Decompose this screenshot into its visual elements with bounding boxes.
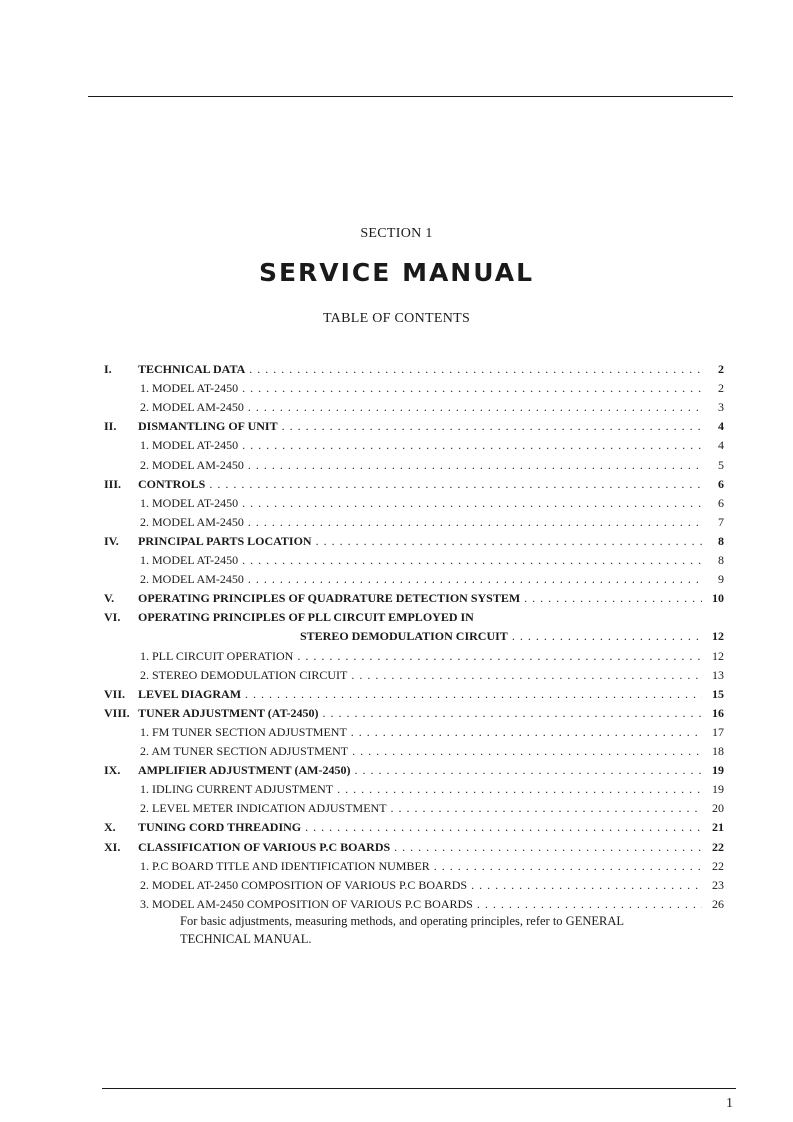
- toc-entry-title: TUNING CORD THREADING: [138, 820, 302, 834]
- toc-entry: [0, 685, 793, 703]
- toc-entry-page: 6: [718, 477, 724, 491]
- page-title: SERVICE MANUAL: [258, 258, 535, 287]
- toc-entry-page: 4: [718, 438, 724, 452]
- toc-entry-title: OPERATING PRINCIPLES OF PLL CIRCUIT EMPLOYED IN: [138, 610, 474, 624]
- toc-entry-number: IV.: [104, 534, 119, 548]
- toc-entry: [0, 876, 793, 894]
- toc-entry-number: III.: [104, 477, 122, 491]
- toc-entry-title: OPERATING PRINCIPLES OF QUADRATURE DETECTION SYSTEM: [138, 591, 521, 605]
- toc-entry: [0, 513, 793, 531]
- dot-leader: [305, 818, 702, 836]
- toc-entry-page: 23: [712, 878, 724, 892]
- toc-entry-title: 1. MODEL AT-2450: [140, 381, 239, 395]
- dot-leader: [242, 436, 702, 454]
- toc-entry: [0, 494, 793, 512]
- toc-entry-title: 2. LEVEL METER INDICATION ADJUSTMENT: [140, 801, 387, 815]
- toc-entry-number: I.: [104, 362, 112, 376]
- toc-entry-page: 19: [712, 782, 724, 796]
- toc-entry-page: 2: [718, 381, 724, 395]
- dot-leader: [471, 876, 702, 894]
- dot-leader: [512, 627, 702, 645]
- toc-entry-title: 1. MODEL AT-2450: [140, 496, 239, 510]
- toc-entry: [0, 398, 793, 416]
- dot-leader: [352, 742, 702, 760]
- toc-entry: [0, 723, 793, 741]
- toc-entry: [0, 818, 793, 836]
- toc-entry-page: 17: [712, 725, 724, 739]
- toc-entry: [0, 780, 793, 798]
- dot-leader: [322, 704, 702, 722]
- toc-entry-page: 21: [712, 820, 724, 834]
- dot-leader: [249, 360, 702, 378]
- toc-entry-title: PRINCIPAL PARTS LOCATION: [138, 534, 312, 548]
- toc-entry: [0, 761, 793, 779]
- toc-entry-page: 15: [712, 687, 724, 701]
- toc-entry-page: 22: [712, 840, 724, 854]
- toc-entry: [0, 436, 793, 454]
- toc-entry: [0, 627, 793, 645]
- toc-entry-page: 7: [718, 515, 724, 529]
- toc-entry-title: 2. MODEL AM-2450: [140, 515, 244, 529]
- toc-entry-number: II.: [104, 419, 117, 433]
- toc-entry-page: 10: [712, 591, 724, 605]
- toc-entry-title: 3. MODEL AM-2450 COMPOSITION OF VARIOUS P.C BOARDS: [140, 897, 473, 911]
- page-number: 1: [726, 1096, 733, 1111]
- bottom-rule: [102, 1088, 736, 1089]
- dot-leader: [248, 513, 702, 531]
- dot-leader: [434, 857, 702, 875]
- toc-entry: [0, 857, 793, 875]
- toc-entry-title: DISMANTLING OF UNIT: [138, 419, 278, 433]
- toc-entry-title: TUNER ADJUSTMENT (AT-2450): [138, 706, 319, 720]
- toc-entry-number: V.: [104, 591, 115, 605]
- toc-entry-page: 13: [712, 668, 724, 682]
- toc-entry-page: 26: [712, 897, 724, 911]
- toc-entry: [0, 838, 793, 856]
- toc-entry: [0, 360, 793, 378]
- toc-entry-page: 12: [712, 629, 724, 643]
- top-rule: [88, 96, 733, 97]
- dot-leader: [209, 475, 702, 493]
- dot-leader: [394, 838, 702, 856]
- toc-entry-page: 3: [718, 400, 724, 414]
- toc-entry-title: AMPLIFIER ADJUSTMENT (AM-2450): [138, 763, 351, 777]
- toc-entry-number: VIII.: [104, 706, 130, 720]
- toc-entry-title: CONTROLS: [138, 477, 206, 491]
- toc-entry-title: 2. STEREO DEMODULATION CIRCUIT: [140, 668, 348, 682]
- dot-leader: [242, 494, 702, 512]
- dot-leader: [248, 398, 702, 416]
- toc-entry: [0, 799, 793, 817]
- toc-entry-title: 1. MODEL AT-2450: [140, 553, 239, 567]
- toc-entry: [0, 551, 793, 569]
- toc-entry-page: 6: [718, 496, 724, 510]
- toc-entry-title: 2. MODEL AT-2450 COMPOSITION OF VARIOUS P.C BOARDS: [140, 878, 468, 892]
- toc-entry-page: 18: [712, 744, 724, 758]
- toc-entry-page: 12: [712, 649, 724, 663]
- toc-entry-title: LEVEL DIAGRAM: [138, 687, 242, 701]
- toc-entry: [0, 666, 793, 684]
- toc-entry-title: 1. MODEL AT-2450: [140, 438, 239, 452]
- dot-leader: [282, 417, 702, 435]
- toc-entry-title: 2. MODEL AM-2450: [140, 400, 244, 414]
- toc-entry-number: X.: [104, 820, 116, 834]
- toc-entry: [0, 589, 793, 607]
- toc-entry-number: VI.: [104, 610, 121, 624]
- toc-entry: [0, 570, 793, 588]
- toc-entry-title: TECHNICAL DATA: [138, 362, 246, 376]
- dot-leader: [391, 799, 702, 817]
- dot-leader: [354, 761, 702, 779]
- dot-leader: [351, 723, 702, 741]
- toc-entry-number: XI.: [104, 840, 121, 854]
- dot-leader: [337, 780, 702, 798]
- dot-leader: [351, 666, 702, 684]
- toc-entry-title: 2. AM TUNER SECTION ADJUSTMENT: [140, 744, 349, 758]
- toc-entry-number: IX.: [104, 763, 121, 777]
- toc-entry: [0, 704, 793, 722]
- toc-entry-title: 1. P.C BOARD TITLE AND IDENTIFICATION NUMBER: [140, 859, 430, 873]
- toc-entry-title: 1. FM TUNER SECTION ADJUSTMENT: [140, 725, 347, 739]
- toc-entry-title: CLASSIFICATION OF VARIOUS P.C BOARDS: [138, 840, 391, 854]
- toc-entry-page: 4: [718, 419, 724, 433]
- dot-leader: [316, 532, 702, 550]
- toc-entry-page: 16: [712, 706, 724, 720]
- toc-entry: [0, 475, 793, 493]
- toc-entry-page: 20: [712, 801, 724, 815]
- dot-leader: [248, 456, 702, 474]
- toc-entry: [0, 417, 793, 435]
- toc-entry: [0, 647, 793, 665]
- dot-leader: [245, 685, 702, 703]
- toc-entry-title: 1. IDLING CURRENT ADJUSTMENT: [140, 782, 334, 796]
- toc-entry: [0, 456, 793, 474]
- toc-entry-number: VII.: [104, 687, 126, 701]
- toc-entry: [0, 532, 793, 550]
- dot-leader: [248, 570, 702, 588]
- toc-entry: [0, 379, 793, 397]
- toc-entry-page: 19: [712, 763, 724, 777]
- dot-leader: [477, 895, 702, 913]
- dot-leader: [524, 589, 702, 607]
- section-label: SECTION 1: [360, 226, 433, 241]
- toc-entry-title: 1. PLL CIRCUIT OPERATION: [140, 649, 294, 663]
- toc-entry: [0, 742, 793, 760]
- toc-entry-page: 5: [718, 458, 724, 472]
- toc-entry-title: STEREO DEMODULATION CIRCUIT: [300, 629, 508, 643]
- toc-entry-page: 8: [718, 553, 724, 567]
- toc-entry-page: 22: [712, 859, 724, 873]
- toc-entry-title: 2. MODEL AM-2450: [140, 572, 244, 586]
- toc-heading: TABLE OF CONTENTS: [322, 311, 471, 326]
- toc-entry-page: 9: [718, 572, 724, 586]
- dot-leader: [242, 379, 702, 397]
- dot-leader: [297, 647, 702, 665]
- dot-leader: [242, 551, 702, 569]
- toc-entry-page: 8: [718, 534, 724, 548]
- toc-entry: [0, 895, 793, 913]
- toc-entry: [0, 608, 793, 626]
- reference-note: For basic adjustments, measuring methods, and operating principles, refer to GENERAL TECHNICAL MANUAL.: [180, 914, 624, 946]
- toc-entry-title: 2. MODEL AM-2450: [140, 458, 244, 472]
- toc-entry-page: 2: [718, 362, 724, 376]
